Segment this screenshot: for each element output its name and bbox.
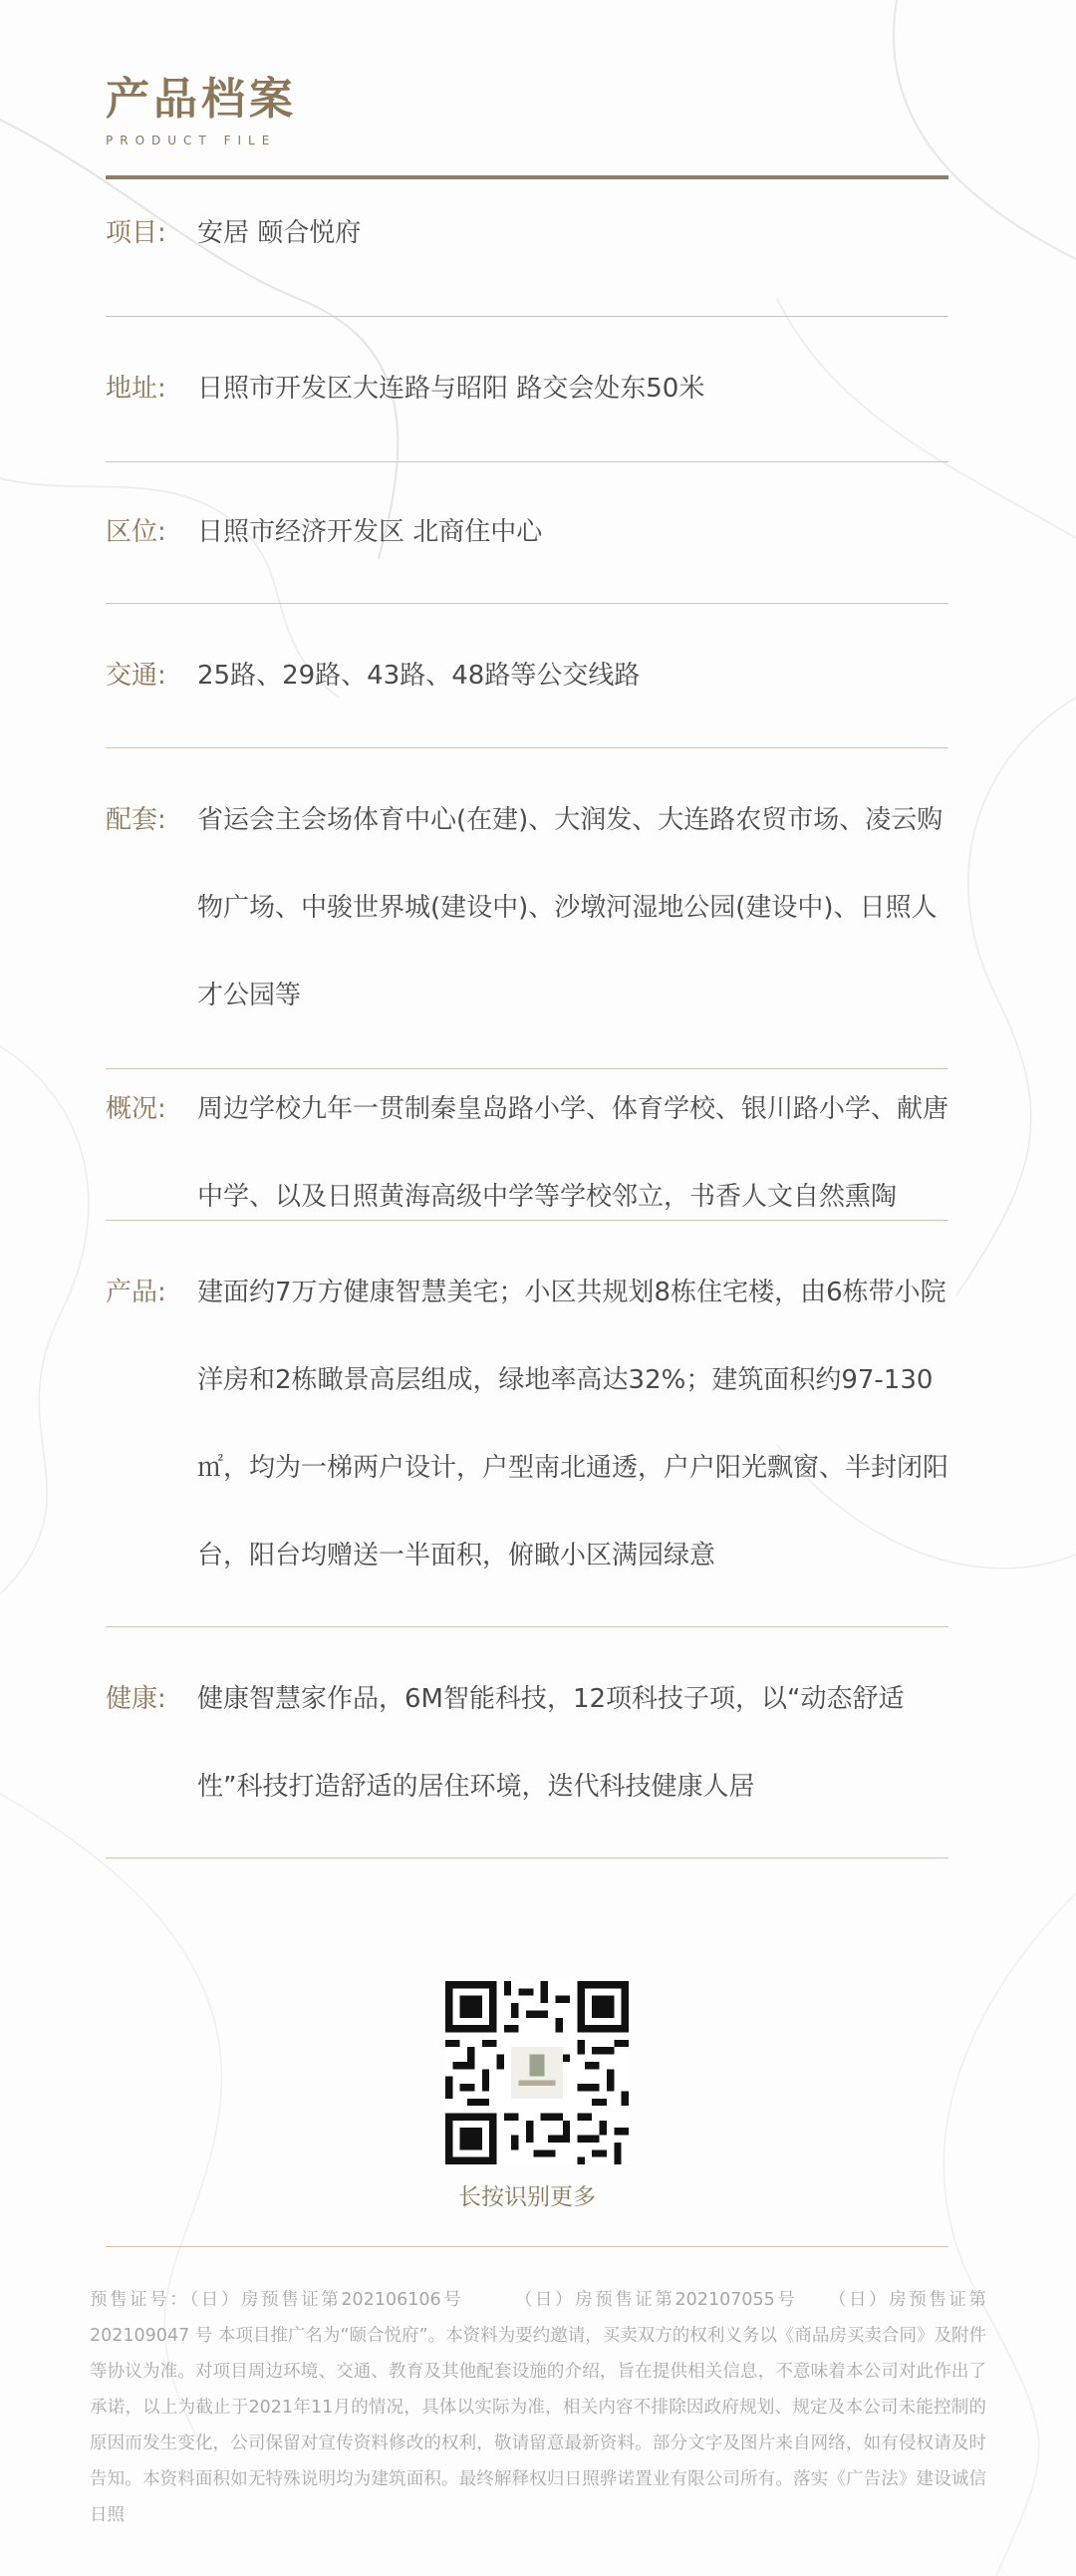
- info-label: 健康:: [106, 1684, 166, 1714]
- info-label: 项目:: [106, 218, 166, 248]
- info-row-location: [106, 462, 948, 604]
- info-label: 概况:: [106, 1094, 166, 1124]
- info-row-product: [106, 1221, 948, 1627]
- info-row-transport: [106, 604, 948, 748]
- info-value: 25路、29路、43路、48路等公交线路: [197, 661, 641, 691]
- qr-section: [106, 1933, 948, 2247]
- info-label: 配套:: [106, 805, 166, 835]
- info-value: 健康智慧家作品，6M智能科技，12项科技子项，以“动态舒适性”科技打造舒适的居住环境，迭代科技健康人居: [197, 1684, 905, 1802]
- info-value: 日照市开发区大连路与昭阳 路交会处东50米: [197, 374, 705, 404]
- info-row-overview: [106, 1069, 948, 1221]
- qr-caption: 长按识别更多: [458, 2184, 596, 2210]
- info-row-health: [106, 1627, 948, 1859]
- info-label: 地址:: [106, 374, 166, 404]
- info-list: [106, 179, 948, 1859]
- info-value: 周边学校九年一贯制秦皇岛路小学、体育学校、银川路小学、献唐中学、以及日照黄海高级中学等学校邻立，书香人文自然熏陶: [197, 1094, 949, 1212]
- page-subtitle: PRODUCT FILE: [106, 134, 277, 147]
- info-label: 交通:: [106, 661, 166, 691]
- info-value: 建面约7万方健康智慧美宅；小区共规划8栋住宅楼，由6栋带小院洋房和2栋瞰景高层组成，绿地率高达32%；建筑面积约97-130㎡，均为一梯两户设计，户型南北通透，户户阳光飘窗、半封闭阳台，阳台均赠送一半面积，俯瞰小区满园绿意: [197, 1278, 949, 1571]
- qr-code-icon[interactable]: [445, 1981, 629, 2164]
- info-row-project: [106, 179, 948, 317]
- header: [106, 70, 297, 147]
- info-value: 日照市经济开发区 北商住中心: [197, 517, 543, 547]
- page-title: 产品档案: [106, 74, 297, 125]
- info-label: 区位:: [106, 517, 166, 547]
- info-value: 安居 颐合悦府: [197, 218, 362, 248]
- info-row-address: [106, 317, 948, 462]
- legal-disclaimer: 预售证号：（日）房预售证第202106106号 （日）房预售证第202107055号 （日）房预售证第202109047 号 本项目推广名为“颐合悦府”。本资料为要约邀请，买卖双方的权利义务以《商品房买卖合同》及附件等协议为准。对项目周边环境、交通、教育及其他配套设施的介绍，旨在提供相关信息，不意味着本公司对此作出了承诺，以上为截止于2021年11月的情况，具体以实际为准，相关内容不排除因政府规划、规定及本公司未能控制的原因而发生变化，公司保留对宣传资料修改的权利，敬请留意最新资料。部分文字及图片来自网络，如有侵权请及时告知。本资料面积如无特殊说明均为建筑面积。最终解释权归日照骅诺置业有限公司所有。落实《广告法》建设诚信日照: [90, 2290, 986, 2525]
- info-value: 省运会主会场体育中心(在建)、大润发、大连路农贸市场、凌云购物广场、中骏世界城(建设中)、沙墩河湿地公园(建设中)、日照人才公园等: [197, 805, 943, 1010]
- info-label: 产品:: [106, 1278, 166, 1307]
- info-row-facilities: [106, 748, 948, 1069]
